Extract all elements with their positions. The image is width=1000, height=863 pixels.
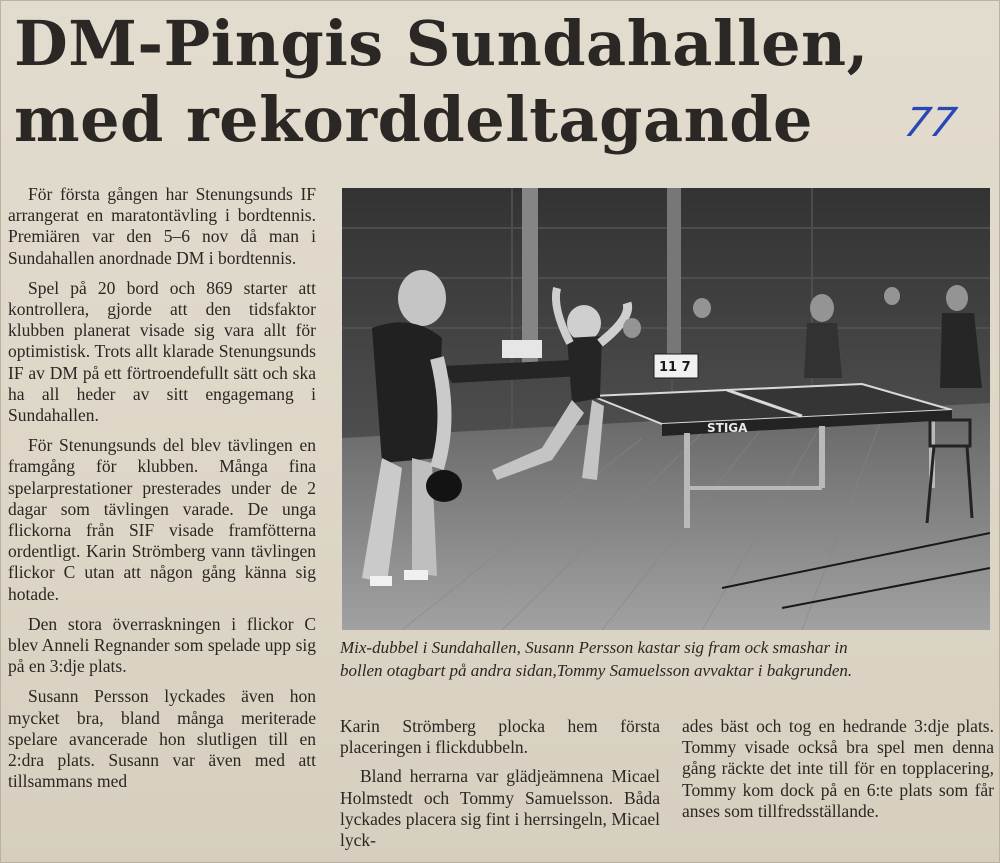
paragraph: Spel på 20 bord och 869 starter att kontrollera, gjorde att den tidsfaktor klubben planerat visade sig vara allt för optimistisk. Trots allt klarade Stenungsunds IF av DM på ett förtroendefullt sätt och ska ha all heder av sitt engagemang i Sundahallen. [8,277,316,426]
paragraph: För första gången har Stenungsunds IF arrangerat en maratontävling i bordtennis. Premiären var den 5–6 nov då man i Sundahallen anordnade DM i bordtennis. [8,184,316,268]
paragraph: Den stora överraskningen i flickor C blev Anneli Regnander som spelade upp sig på en 3:dje plats. [8,613,316,677]
photo-scoreboard-score: 11 7 [659,360,691,375]
photo-pillar [667,188,681,358]
article-column-1 [8,184,316,801]
headline [14,6,994,158]
paragraph: Susann Persson lyckades även hon mycket bra, bland många meriterade spelare avancerade hon slutligen till en 2:dra plats. Susann var även med att tillsammans med [8,686,316,792]
headline-line-2: med rekorddeltagande [14,83,813,156]
caption-line-2: bollen otagbart på andra sidan,Tommy Samuelsson avvaktar i bakgrunden. [340,661,853,680]
photo-illustration [342,188,990,630]
photo-caption [340,636,992,682]
photo-scoreboard-back [502,340,542,358]
paragraph: Karin Strömberg plocka hem första placeringen i flickdubbeln. [340,716,660,758]
article-column-2 [340,716,660,859]
photo-brand-label: STIGA [707,421,748,435]
paragraph: För Stenungsunds del blev tävlingen en framgång för klubben. Många fina spelarprestationer presterades under de 2 dagar som tävlingen varade. De unga flickorna från SIF visade framfötterna ordentligt. Karin Strömberg vann tävlingen flickor C utan att någon gång känna sig hotade. [8,435,316,604]
photo-table-tennis-match [342,188,990,630]
caption-line-1: Mix-dubbel i Sundahallen, Susann Persson kastar sig fram ock smashar in [340,638,848,657]
paragraph: Bland herrarna var glädjeämnena Micael Holmstedt och Tommy Samuelsson. Båda lyckades placera sig fint i herrsingeln, Micael lyck- [340,766,660,851]
paragraph: ades bäst och tog en hedrande 3:dje plats. Tommy visade också bra spel men denna gång räckte det inte till för en topplacering, Tommy kom dock på en 6:te plats som får anses som tillfredsställande. [682,716,994,821]
headline-line-1: DM-Pingis Sundahallen, [14,7,869,80]
article-column-3 [682,716,994,830]
handwritten-note: 77 [900,100,960,146]
